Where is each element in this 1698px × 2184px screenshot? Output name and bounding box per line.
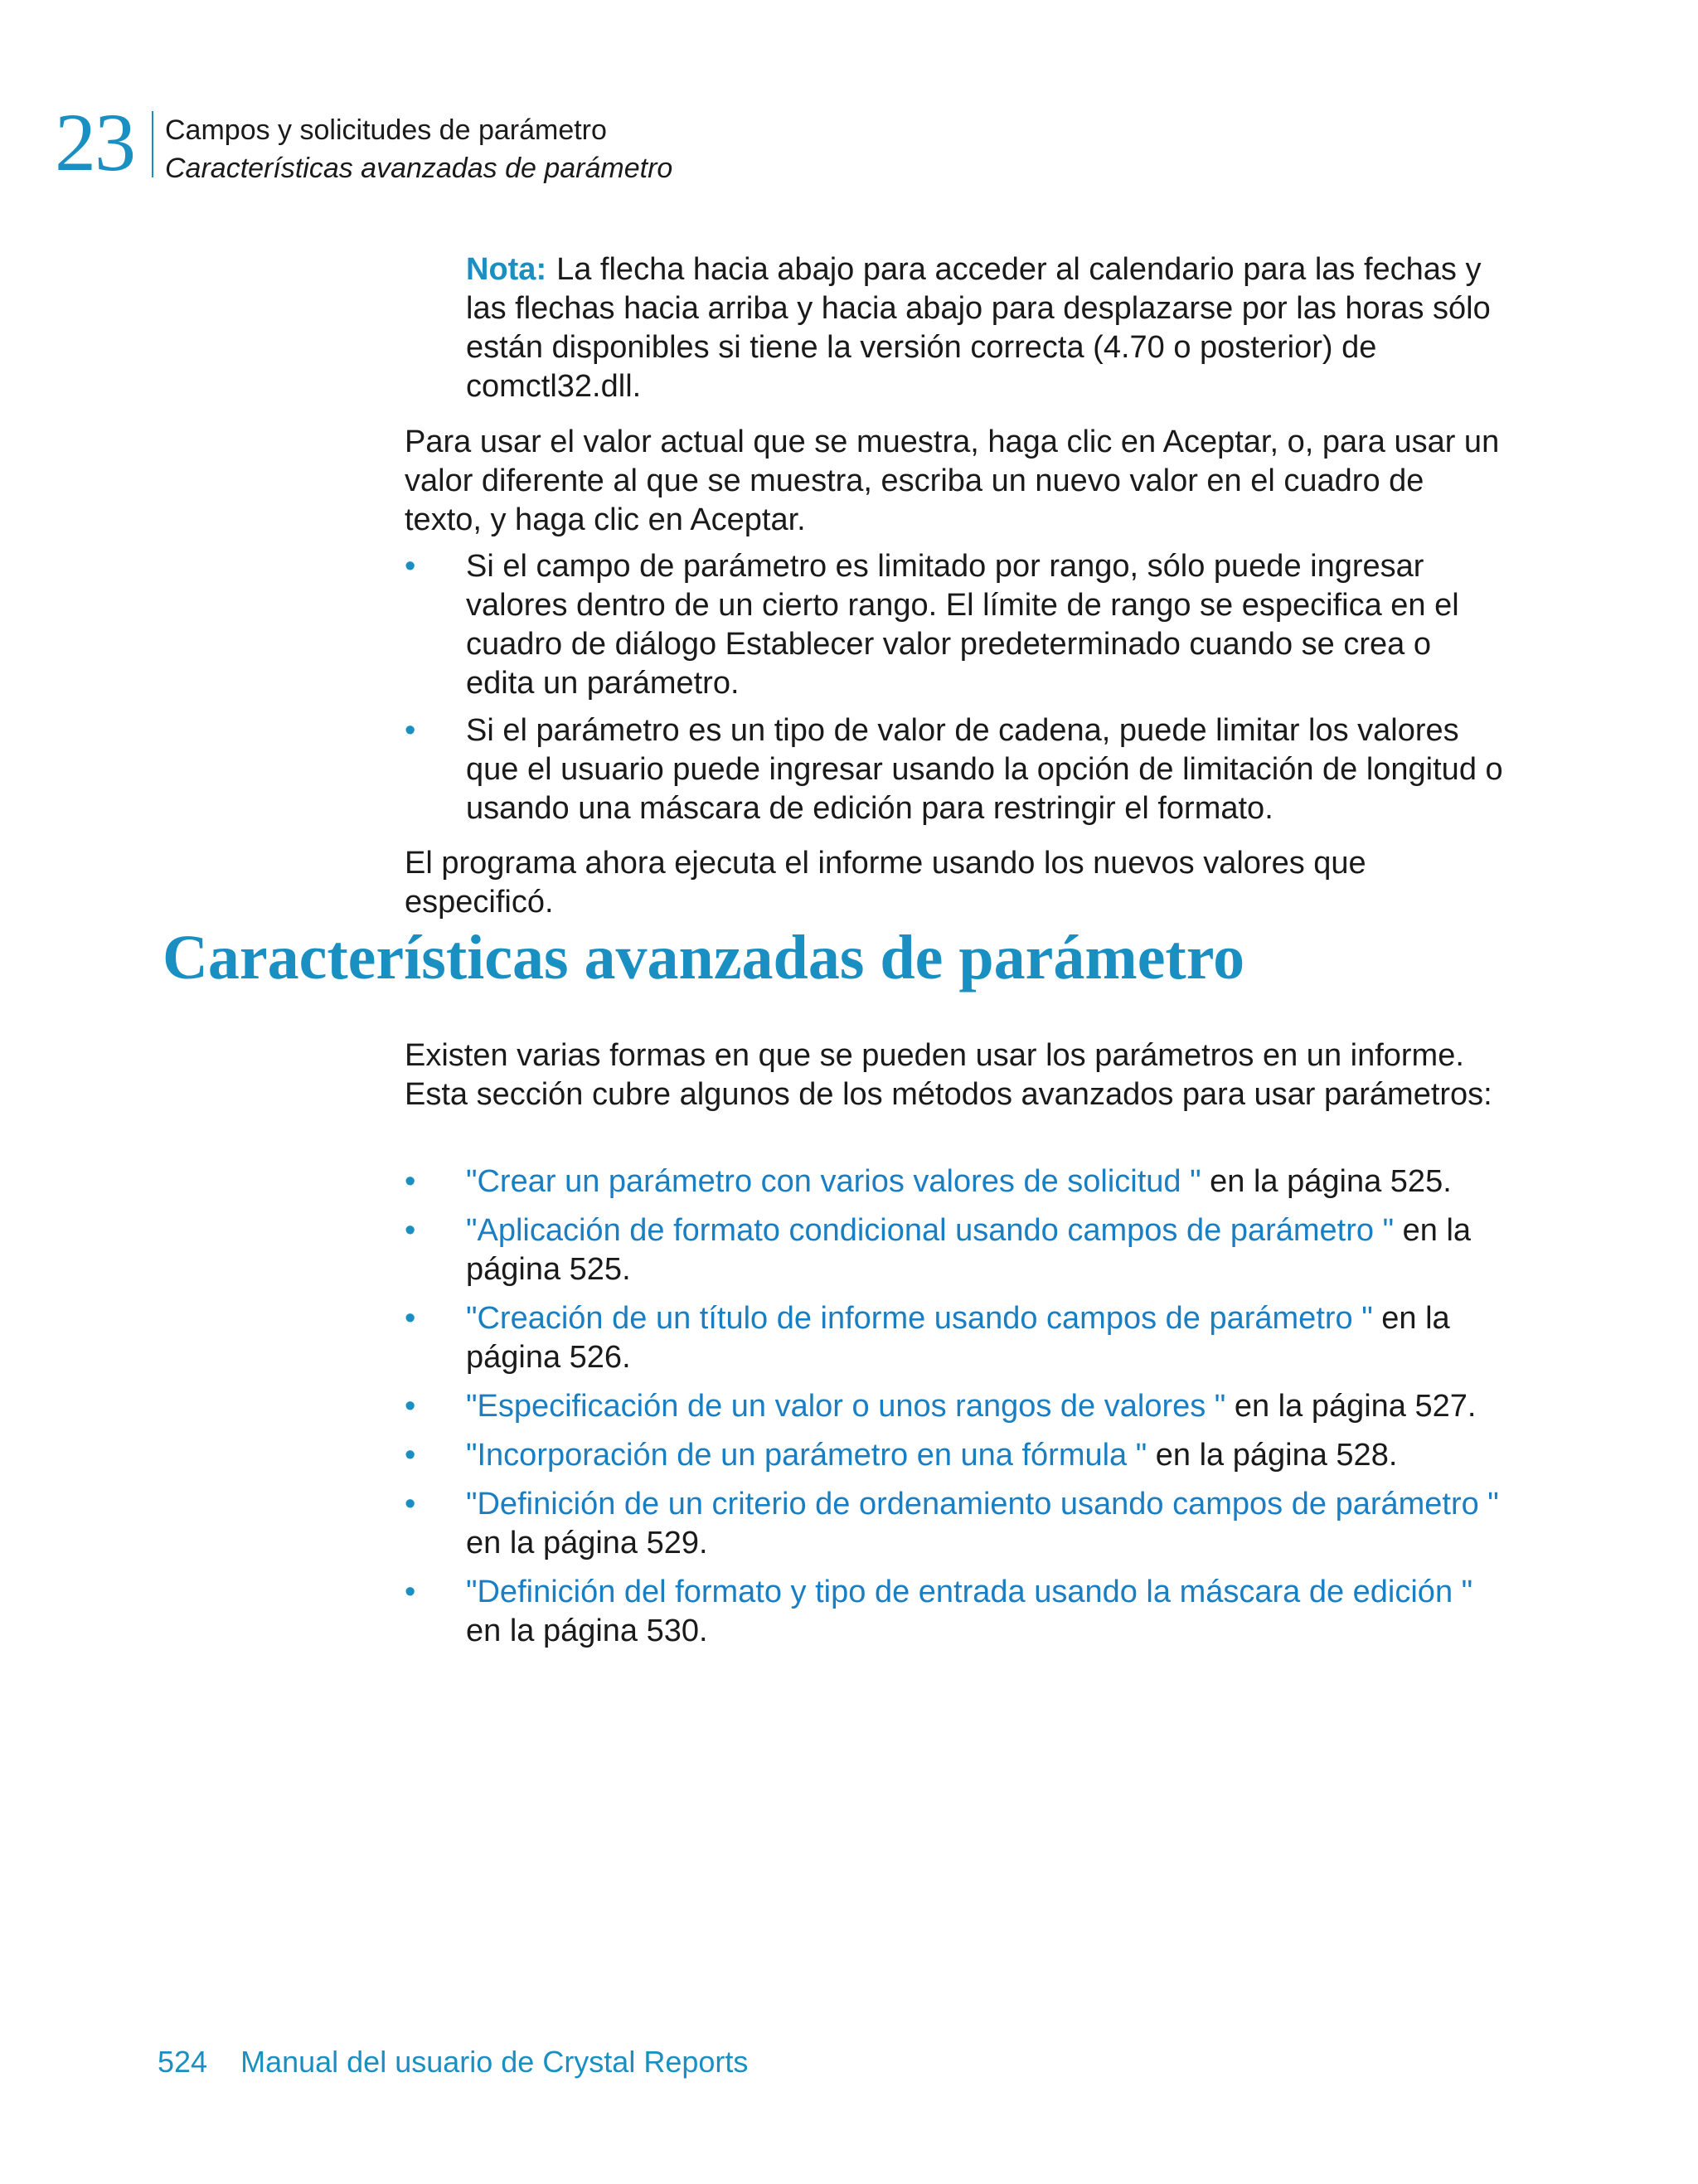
section-intro: Existen varias formas en que se pueden usar los parámetros en un informe. Esta sección cubre algunos de los métodos avanzados para usar parámetros: bbox=[405, 1038, 1492, 1112]
page-reference: en la página 525. bbox=[1201, 1164, 1452, 1199]
list-item bbox=[405, 547, 1507, 703]
topic-link[interactable]: "Creación de un título de informe usando campos de parámetro " bbox=[466, 1301, 1373, 1336]
page-reference: en la página 530. bbox=[466, 1614, 708, 1648]
chapter-number: 23 bbox=[55, 96, 134, 188]
bullet-icon: • bbox=[405, 1487, 416, 1522]
note-text: La flecha hacia abajo para acceder al calendario para las fechas y las flechas hacia arriba y hacia abajo para desplazarse por las horas sólo están disponibles si tiene la versión correcta (4.70 o posterior) de comctl32.dll. bbox=[466, 252, 1491, 404]
book-title: Manual del usuario de Crystal Reports bbox=[240, 2045, 749, 2079]
topic-link[interactable]: "Especificación de un valor o unos rangos de valores " bbox=[466, 1389, 1226, 1424]
chapter-title: Campos y solicitudes de parámetro bbox=[165, 114, 607, 146]
bullet-icon: • bbox=[405, 1301, 416, 1336]
page-number: 524 bbox=[158, 2045, 208, 2079]
page-reference: en la página 529. bbox=[466, 1526, 708, 1560]
list-item bbox=[405, 1573, 1507, 1651]
bullet-icon: • bbox=[405, 1213, 416, 1248]
page-reference: en la página 527. bbox=[1225, 1389, 1477, 1424]
note-label: Nota: bbox=[466, 252, 547, 287]
topic-link[interactable]: "Definición de un criterio de ordenamiento usando campos de parámetro " bbox=[466, 1487, 1499, 1522]
list-item bbox=[405, 1485, 1507, 1563]
running-header bbox=[165, 111, 672, 187]
list-item-text: Si el campo de parámetro es limitado por rango, sólo puede ingresar valores dentro de un cierto rango. El límite de rango se especifica en el cuadro de diálogo Establecer valor predeterminado cuando se crea o edita un parámetro. bbox=[466, 549, 1459, 701]
bullet-icon: • bbox=[405, 713, 416, 748]
list-item bbox=[405, 711, 1507, 828]
page-reference: en la página 528. bbox=[1147, 1438, 1398, 1473]
bullet-icon: • bbox=[405, 549, 416, 584]
section-subtitle: Características avanzadas de parámetro bbox=[165, 153, 673, 184]
list-item-text: Si el parámetro es un tipo de valor de cadena, puede limitar los valores que el usuario puede ingresar usando la opción de limitación de longitud o usando una máscara de edición para restringir el formato. bbox=[466, 713, 1503, 826]
paragraph-use-current-value: Para usar el valor actual que se muestra, haga clic en Aceptar, o, para usar un valor diferente al que se muestra, escriba un nuevo valor en el cuadro de texto, y haga clic en Aceptar. bbox=[405, 425, 1500, 537]
header-divider bbox=[152, 111, 153, 177]
topic-link[interactable]: "Incorporación de un parámetro en una fórmula " bbox=[466, 1438, 1147, 1473]
note-block bbox=[466, 250, 1502, 406]
list-item bbox=[405, 1436, 1507, 1475]
list-item bbox=[405, 1387, 1507, 1426]
paragraph-report-runs: El programa ahora ejecuta el informe usando los nuevos valores que especificó. bbox=[405, 846, 1366, 920]
bullet-icon: • bbox=[405, 1164, 416, 1199]
section-heading: Características avanzadas de parámetro bbox=[163, 923, 1245, 993]
bullet-icon: • bbox=[405, 1575, 416, 1609]
topic-link[interactable]: "Definición del formato y tipo de entrada usando la máscara de edición " bbox=[466, 1575, 1473, 1609]
list-item bbox=[405, 1162, 1507, 1201]
page-reference: en la página 525. bbox=[466, 1213, 1472, 1287]
page-reference: en la página 526. bbox=[466, 1301, 1450, 1375]
list-item bbox=[405, 1299, 1507, 1377]
topic-link[interactable]: "Aplicación de formato condicional usando campos de parámetro " bbox=[466, 1213, 1395, 1248]
list-item bbox=[405, 1211, 1507, 1289]
page-footer bbox=[158, 2045, 748, 2080]
topic-link[interactable]: "Crear un parámetro con varios valores de solicitud " bbox=[466, 1164, 1201, 1199]
bullet-icon: • bbox=[405, 1438, 416, 1473]
constraint-bullet-list bbox=[405, 547, 1507, 828]
bullet-icon: • bbox=[405, 1389, 416, 1424]
advanced-topics-list bbox=[405, 1162, 1507, 1651]
